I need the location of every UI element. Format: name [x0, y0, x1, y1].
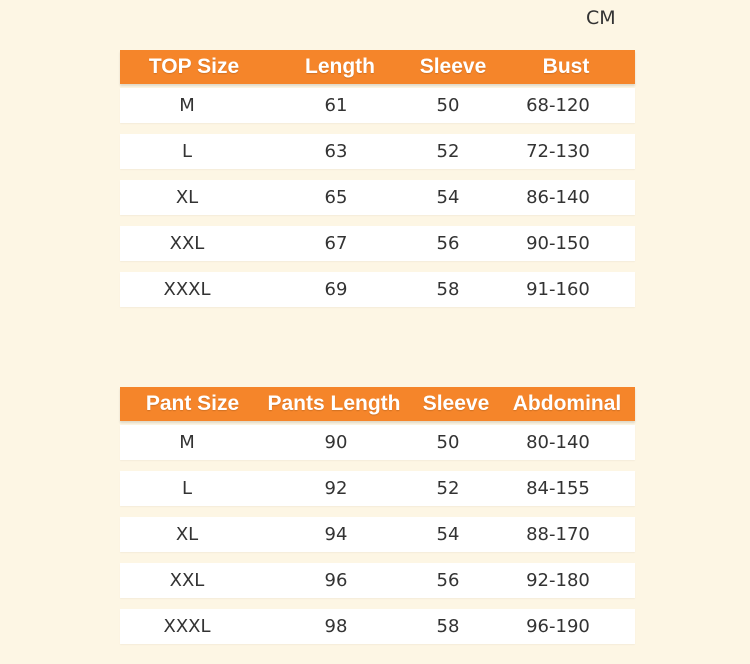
cell-length: 69 [324, 279, 348, 300]
table-row [120, 517, 635, 552]
cell-size: M [179, 432, 195, 453]
cell-pants-length: 90 [324, 432, 348, 453]
table-row [120, 471, 635, 506]
table-row [120, 425, 635, 460]
header-size: Pant Size [145, 392, 240, 415]
cell-sleeve: 58 [436, 279, 460, 300]
header-sleeve: Sleeve [419, 55, 487, 78]
cell-abdominal: 96-190 [526, 616, 590, 637]
cell-size: XL [175, 187, 199, 208]
cell-bust: 68-120 [526, 95, 590, 116]
cell-size: XXXL [163, 616, 211, 637]
header-sleeve: Sleeve [422, 392, 490, 415]
cell-bust: 86-140 [526, 187, 590, 208]
cell-abdominal: 84-155 [526, 478, 590, 499]
cell-pants-length: 94 [324, 524, 348, 545]
cell-sleeve: 52 [436, 478, 460, 499]
cell-pants-length: 96 [324, 570, 348, 591]
table-row [120, 134, 635, 169]
cell-size: L [181, 141, 193, 162]
cell-size: XXL [169, 233, 205, 254]
header-bust: Bust [542, 55, 590, 78]
table-row [120, 609, 635, 644]
header-pants-length: Pants Length [267, 392, 401, 415]
cell-size: XL [175, 524, 199, 545]
top-size-table [120, 50, 635, 318]
table-row [120, 563, 635, 598]
table-row [120, 272, 635, 307]
table-header [120, 387, 635, 421]
cell-sleeve: 56 [436, 233, 460, 254]
cell-sleeve: 50 [436, 432, 460, 453]
cell-bust: 72-130 [526, 141, 590, 162]
cell-abdominal: 80-140 [526, 432, 590, 453]
cell-length: 61 [324, 95, 348, 116]
header-size: TOP Size [148, 55, 240, 78]
cell-size: L [181, 478, 193, 499]
table-row [120, 226, 635, 261]
cell-pants-length: 92 [324, 478, 348, 499]
cell-length: 63 [324, 141, 348, 162]
table-row [120, 180, 635, 215]
cell-size: XXL [169, 570, 205, 591]
cell-size: M [179, 95, 195, 116]
table-header [120, 50, 635, 84]
cell-sleeve: 54 [436, 187, 460, 208]
cell-bust: 90-150 [526, 233, 590, 254]
unit-label: CM [586, 7, 616, 29]
cell-sleeve: 50 [436, 95, 460, 116]
table-row [120, 88, 635, 123]
pant-size-table [120, 387, 635, 655]
cell-pants-length: 98 [324, 616, 348, 637]
header-abdominal: Abdominal [512, 392, 622, 415]
cell-bust: 91-160 [526, 279, 590, 300]
header-length: Length [305, 55, 375, 78]
cell-length: 65 [324, 187, 348, 208]
cell-sleeve: 56 [436, 570, 460, 591]
cell-sleeve: 52 [436, 141, 460, 162]
cell-abdominal: 88-170 [526, 524, 590, 545]
cell-sleeve: 58 [436, 616, 460, 637]
cell-size: XXXL [163, 279, 211, 300]
cell-sleeve: 54 [436, 524, 460, 545]
cell-abdominal: 92-180 [526, 570, 590, 591]
cell-length: 67 [324, 233, 348, 254]
